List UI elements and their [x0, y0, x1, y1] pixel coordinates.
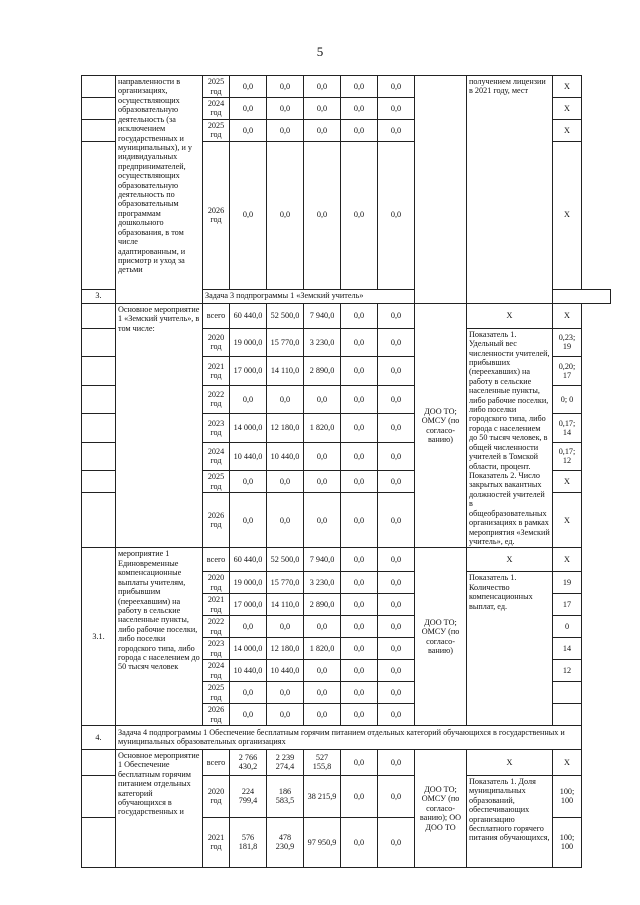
- amount-cell: 186 583,5: [267, 775, 304, 817]
- period-cell: 2025 год: [203, 119, 230, 141]
- amount-cell: 0,0: [341, 98, 378, 120]
- amount-cell: 0,0: [304, 76, 341, 98]
- amount-cell: 0,0: [378, 594, 415, 616]
- amount-cell: 15 770,0: [267, 328, 304, 357]
- amount-cell: 0,0: [378, 817, 415, 867]
- amount-cell: 0,0: [304, 704, 341, 726]
- row-number: 3.1.: [82, 548, 116, 726]
- period-cell: 2024 год: [203, 98, 230, 120]
- amount-cell: 0,0: [267, 119, 304, 141]
- period-cell: 2024 год: [203, 660, 230, 682]
- row-number-empty: [82, 328, 116, 357]
- amount-cell: 0,0: [341, 414, 378, 443]
- amount-cell: 0,0: [304, 471, 341, 493]
- period-cell: 2026 год: [203, 493, 230, 548]
- amount-cell: 0,0: [341, 682, 378, 704]
- amount-cell: 12 180,0: [267, 414, 304, 443]
- amount-cell: 0,0: [304, 616, 341, 638]
- amount-cell: 52 500,0: [267, 548, 304, 572]
- period-cell: 2020 год: [203, 775, 230, 817]
- amount-cell: 14 000,0: [230, 638, 267, 660]
- period-cell: всего: [203, 749, 230, 775]
- amount-cell: 0,0: [341, 385, 378, 414]
- amount-cell: 0,0: [341, 442, 378, 471]
- indicator-value: 100; 100: [553, 775, 582, 817]
- amount-cell: 1 820,0: [304, 414, 341, 443]
- period-cell: 2021 год: [203, 594, 230, 616]
- period-cell: 2024 год: [203, 442, 230, 471]
- amount-cell: 0,0: [304, 493, 341, 548]
- row-number-empty: [82, 471, 116, 493]
- amount-cell: 0,0: [230, 76, 267, 98]
- indicator-value: 0: [553, 616, 582, 638]
- period-cell: 2021 год: [203, 817, 230, 867]
- indicator-value: 0,17; 12: [553, 442, 582, 471]
- amount-cell: 0,0: [341, 493, 378, 548]
- amount-cell: 0,0: [341, 775, 378, 817]
- amount-cell: 0,0: [341, 704, 378, 726]
- period-cell: 2021 год: [203, 357, 230, 386]
- amount-cell: 0,0: [304, 98, 341, 120]
- indicator-value: X: [553, 303, 582, 328]
- amount-cell: 7 940,0: [304, 303, 341, 328]
- measure-name: Основное мероприятие 1 Обеспечение бесплатным горячим питанием отдельных категорий обучающихся в государственных и: [116, 749, 203, 867]
- indicator-cell: X: [467, 303, 553, 328]
- period-cell: 2022 год: [203, 385, 230, 414]
- executor-cell: ДОО ТО; ОМСУ (по согласо-ванию): [415, 548, 467, 726]
- amount-cell: 0,0: [341, 594, 378, 616]
- amount-cell: 10 440,0: [230, 660, 267, 682]
- amount-cell: 0,0: [378, 493, 415, 548]
- amount-cell: 2 239 274,4: [267, 749, 304, 775]
- executor-cell: ДОО ТО; ОМСУ (по согласо-ванию): [415, 303, 467, 548]
- amount-cell: 0,0: [378, 638, 415, 660]
- amount-cell: 38 215,9: [304, 775, 341, 817]
- period-cell: всего: [203, 548, 230, 572]
- amount-cell: 0,0: [230, 704, 267, 726]
- amount-cell: 0,0: [341, 357, 378, 386]
- indicator-cell: X: [467, 548, 553, 572]
- amount-cell: 0,0: [341, 660, 378, 682]
- period-cell: 2020 год: [203, 572, 230, 594]
- row-number-empty: [82, 98, 116, 120]
- row-number-empty: [82, 357, 116, 386]
- amount-cell: 10 440,0: [267, 442, 304, 471]
- amount-cell: 0,0: [304, 119, 341, 141]
- measure-name: направленности в организациях, осуществляющих образовательную деятельность (за исключением государственных и муниципальных), и у индивидуальных предпринимателей, осуществляющих образовательную деятельность по образовательным программам дошкольного образования, в том числе адаптированным, и присмотр и уход за детьми: [116, 76, 203, 304]
- indicator-value: X: [553, 119, 582, 141]
- amount-cell: 0,0: [341, 817, 378, 867]
- amount-cell: 0,0: [341, 328, 378, 357]
- amount-cell: 0,0: [230, 141, 267, 289]
- amount-cell: 0,0: [304, 660, 341, 682]
- amount-cell: 0,0: [230, 98, 267, 120]
- period-cell: 2025 год: [203, 76, 230, 98]
- amount-cell: 14 110,0: [267, 357, 304, 386]
- table-row: [82, 303, 611, 328]
- indicator-cell: Показатель 1. Доля муниципальных образований, обеспечивающих организацию бесплатного горячего питания обучающихся,: [467, 775, 553, 867]
- amount-cell: 10 440,0: [230, 442, 267, 471]
- amount-cell: 14 000,0: [230, 414, 267, 443]
- indicator-value: 0,23; 19: [553, 328, 582, 357]
- amount-cell: 14 110,0: [267, 594, 304, 616]
- amount-cell: 0,0: [378, 660, 415, 682]
- row-number: 4.: [82, 725, 116, 749]
- measure-name: Основное мероприятие 1 «Земский учитель», в том числе:: [116, 303, 203, 548]
- indicator-cell: X: [467, 749, 553, 775]
- executor-cell: [415, 76, 467, 304]
- amount-cell: 0,0: [378, 414, 415, 443]
- amount-cell: 0,0: [267, 98, 304, 120]
- amount-cell: 0,0: [267, 704, 304, 726]
- amount-cell: 3 230,0: [304, 328, 341, 357]
- amount-cell: 97 950,9: [304, 817, 341, 867]
- amount-cell: 2 890,0: [304, 594, 341, 616]
- table-row: [82, 749, 611, 775]
- row-number-empty: [82, 817, 116, 867]
- amount-cell: 0,0: [378, 141, 415, 289]
- amount-cell: 0,0: [341, 548, 378, 572]
- indicator-value: X: [553, 98, 582, 120]
- amount-cell: 576 181,8: [230, 817, 267, 867]
- row-number-empty: [82, 76, 116, 98]
- executor-cell: ДОО ТО; ОМСУ (по согласо-ванию); ОО ДОО ТО: [415, 749, 467, 867]
- amount-cell: 0,0: [378, 303, 415, 328]
- period-cell: 2023 год: [203, 414, 230, 443]
- amount-cell: 60 440,0: [230, 303, 267, 328]
- amount-cell: 12 180,0: [267, 638, 304, 660]
- row-number-empty: [82, 493, 116, 548]
- amount-cell: 0,0: [267, 76, 304, 98]
- task-row: [82, 725, 611, 749]
- amount-cell: 0,0: [378, 328, 415, 357]
- indicator-value: X: [553, 493, 582, 548]
- amount-cell: 0,0: [378, 442, 415, 471]
- amount-cell: 0,0: [230, 616, 267, 638]
- amount-cell: 478 230,9: [267, 817, 304, 867]
- amount-cell: 0,0: [378, 119, 415, 141]
- amount-cell: 0,0: [230, 385, 267, 414]
- indicator-value: 0; 0: [553, 385, 582, 414]
- amount-cell: 2 890,0: [304, 357, 341, 386]
- amount-cell: 0,0: [341, 141, 378, 289]
- measure-name: мероприятие 1 Единовременные компенсационные выплаты учителям, прибывшим (переехавшим) на работу в сельские населенные пункты, либо рабочие поселки, либо поселки городского типа, либо города с населением до 50 тысяч человек: [116, 548, 203, 726]
- amount-cell: 0,0: [378, 76, 415, 98]
- amount-cell: 0,0: [341, 76, 378, 98]
- period-cell: 2023 год: [203, 638, 230, 660]
- amount-cell: 0,0: [378, 385, 415, 414]
- amount-cell: 60 440,0: [230, 548, 267, 572]
- amount-cell: 0,0: [378, 471, 415, 493]
- amount-cell: 0,0: [378, 616, 415, 638]
- amount-cell: 10 440,0: [267, 660, 304, 682]
- indicator-value: X: [553, 548, 582, 572]
- indicator-value: X: [553, 141, 582, 289]
- task-title: Задача 4 подпрограммы 1 Обеспечение бесплатным горячим питанием отдельных категорий обучающихся в государственных и муниципальных образовательных организациях: [116, 725, 582, 749]
- row-number-empty: [82, 119, 116, 141]
- row-number-empty: [82, 385, 116, 414]
- amount-cell: 0,0: [230, 119, 267, 141]
- row-number-empty: [82, 775, 116, 817]
- amount-cell: 527 155,8: [304, 749, 341, 775]
- amount-cell: 0,0: [304, 141, 341, 289]
- amount-cell: 0,0: [378, 775, 415, 817]
- amount-cell: 0,0: [378, 98, 415, 120]
- amount-cell: 0,0: [230, 471, 267, 493]
- amount-cell: 0,0: [341, 572, 378, 594]
- period-cell: 2025 год: [203, 682, 230, 704]
- amount-cell: 0,0: [304, 682, 341, 704]
- indicator-value: X: [553, 471, 582, 493]
- indicator-value: [553, 704, 582, 726]
- row-number-empty: [82, 303, 116, 328]
- indicator-value: 14: [553, 638, 582, 660]
- amount-cell: 0,0: [341, 638, 378, 660]
- amount-cell: 7 940,0: [304, 548, 341, 572]
- indicator-value: 0,17; 14: [553, 414, 582, 443]
- indicator-value: 19: [553, 572, 582, 594]
- indicator-value: 17: [553, 594, 582, 616]
- indicator-cell: Показатель 1. Количество компенсационных выплат, ед.: [467, 572, 553, 726]
- amount-cell: 0,0: [378, 548, 415, 572]
- amount-cell: 3 230,0: [304, 572, 341, 594]
- amount-cell: 0,0: [267, 385, 304, 414]
- period-cell: 2026 год: [203, 704, 230, 726]
- amount-cell: 0,0: [378, 357, 415, 386]
- amount-cell: 17 000,0: [230, 594, 267, 616]
- amount-cell: 1 820,0: [304, 638, 341, 660]
- amount-cell: 0,0: [341, 303, 378, 328]
- amount-cell: 19 000,0: [230, 572, 267, 594]
- amount-cell: 0,0: [378, 749, 415, 775]
- period-cell: всего: [203, 303, 230, 328]
- table-row: [82, 548, 611, 572]
- period-cell: 2026 год: [203, 141, 230, 289]
- amount-cell: 15 770,0: [267, 572, 304, 594]
- indicator-value: X: [553, 749, 582, 775]
- amount-cell: 0,0: [230, 493, 267, 548]
- amount-cell: 0,0: [230, 682, 267, 704]
- indicator-cell: получением лицензии в 2021 году, мест: [467, 76, 553, 304]
- row-number-empty: [82, 141, 116, 289]
- amount-cell: 0,0: [267, 493, 304, 548]
- amount-cell: 0,0: [378, 704, 415, 726]
- amount-cell: 0,0: [267, 141, 304, 289]
- period-cell: 2025 год: [203, 471, 230, 493]
- amount-cell: 0,0: [378, 572, 415, 594]
- row-number-empty: [82, 442, 116, 471]
- indicator-value: 0,20; 17: [553, 357, 582, 386]
- row-number: 3.: [82, 289, 116, 303]
- indicator-cell: Показатель 1. Удельный вес численности учителей, прибывших (переехавших) на работу в сельские населенные пункты, либо рабочие поселки, либо поселки городского типа, либо города с населением до 50 тысяч человек, в общей численности учителей в Томской области, процент. Показатель 2. Число закрытых вакантных должностей учителей в общеобразовательных организациях в рамках мероприятия «Земский учитель», ед.: [467, 328, 553, 548]
- amount-cell: 2 766 430,2: [230, 749, 267, 775]
- amount-cell: 0,0: [304, 442, 341, 471]
- indicator-value: X: [553, 76, 582, 98]
- amount-cell: 0,0: [267, 616, 304, 638]
- period-cell: 2022 год: [203, 616, 230, 638]
- amount-cell: 0,0: [341, 119, 378, 141]
- amount-cell: 17 000,0: [230, 357, 267, 386]
- program-table: [81, 75, 611, 868]
- amount-cell: 224 799,4: [230, 775, 267, 817]
- amount-cell: 0,0: [341, 616, 378, 638]
- row-number-empty: [82, 749, 116, 775]
- amount-cell: 0,0: [341, 749, 378, 775]
- indicator-value: 12: [553, 660, 582, 682]
- amount-cell: 19 000,0: [230, 328, 267, 357]
- row-number-empty: [82, 414, 116, 443]
- indicator-value: 100; 100: [553, 817, 582, 867]
- indicator-value: [553, 682, 582, 704]
- amount-cell: 0,0: [267, 682, 304, 704]
- period-cell: 2020 год: [203, 328, 230, 357]
- amount-cell: 0,0: [267, 471, 304, 493]
- amount-cell: 0,0: [304, 385, 341, 414]
- table-row: [82, 76, 611, 98]
- amount-cell: 0,0: [378, 682, 415, 704]
- amount-cell: 52 500,0: [267, 303, 304, 328]
- task-title: Задача 3 подпрограммы 1 «Земский учитель»: [203, 289, 611, 303]
- amount-cell: 0,0: [341, 471, 378, 493]
- page-number: 5: [316, 44, 324, 59]
